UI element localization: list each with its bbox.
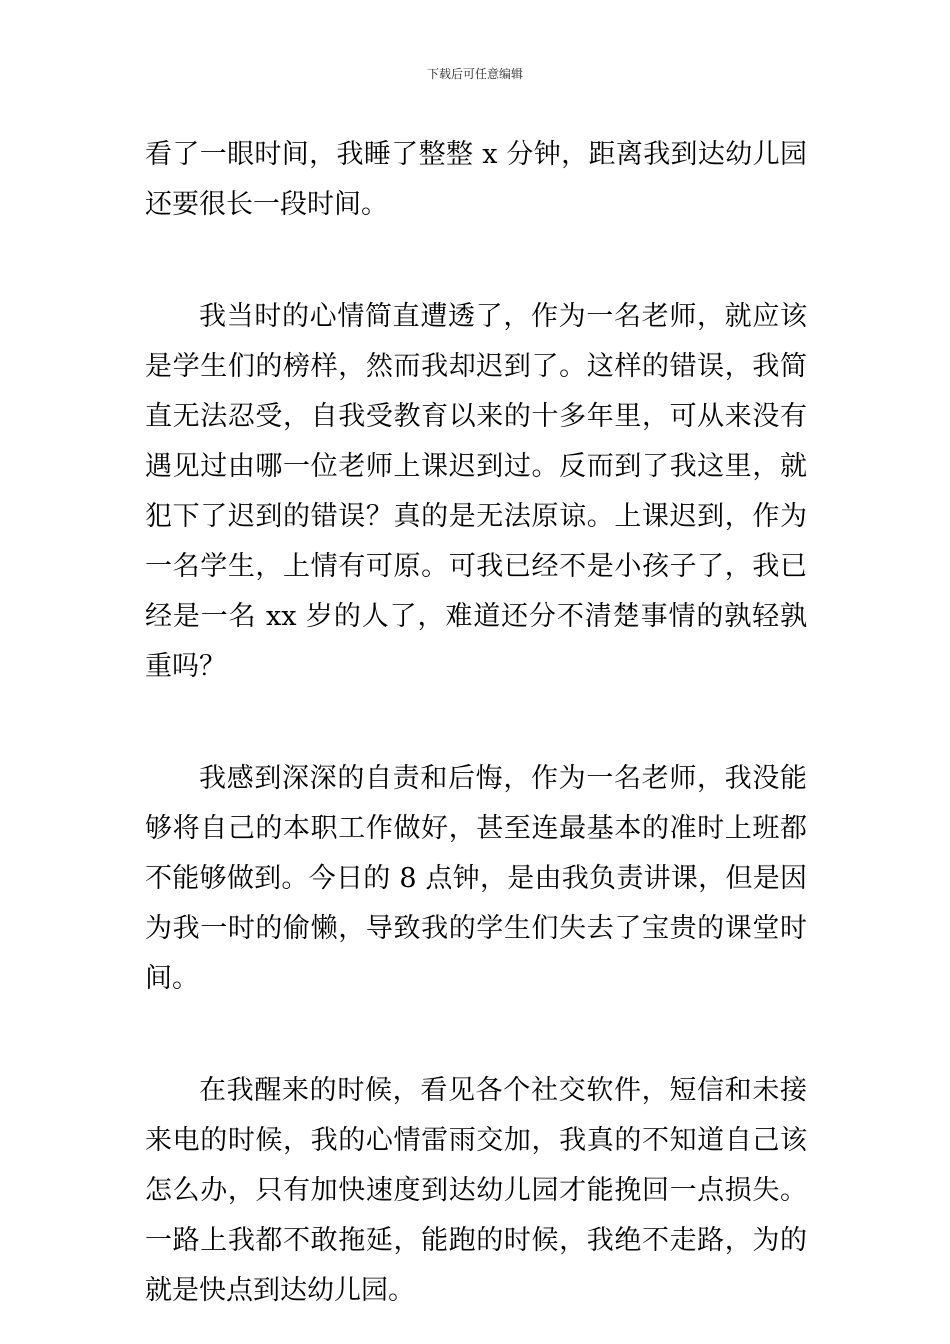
paragraph-4: 在我醒来的时候，看见各个社交软件，短信和未接来电的时候，我的心情雷雨交加，我真的不知道自己该怎么办，只有加快速度到达幼儿园才能挽回一点损失。一路上我都不敢拖延，能跑的时候，我绝不走路，为的就是快点到达幼儿园。 (145, 1075, 807, 1306)
paragraph-spacer (145, 692, 807, 754)
paragraph-1: 看了一眼时间，我睡了整整 x 分钟，距离我到达幼儿园还要很长一段时间。 (145, 139, 807, 220)
paragraph-spacer (145, 230, 807, 292)
document-body (145, 130, 807, 1316)
paragraph-2: 我当时的心情简直遭透了，作为一名老师，就应该是学生们的榜样，然而我却迟到了。这样的错误，我简直无法忍受，自我受教育以来的十多年里，可从来没有遇见过由哪一位老师上课迟到过。反而到了我这里，就犯下了迟到的错误？真的是无法原谅。上课迟到，作为一名学生，上情有可原。可我已经不是小孩子了，我已经是一名 xx 岁的人了，难道还分不清楚事情的孰轻孰重吗？ (145, 301, 807, 682)
paragraph-spacer (145, 1004, 807, 1066)
paragraph-3: 我感到深深的自责和后悔，作为一名老师，我没能够将自己的本职工作做好，甚至连最基本的准时上班都不能够做到。今日的 8 点钟，是由我负责讲课，但是因为我一时的偷懒，导致我的学生们失去了宝贵的课堂时间。 (145, 763, 807, 994)
page-header: 下载后可任意编辑 (426, 67, 523, 81)
